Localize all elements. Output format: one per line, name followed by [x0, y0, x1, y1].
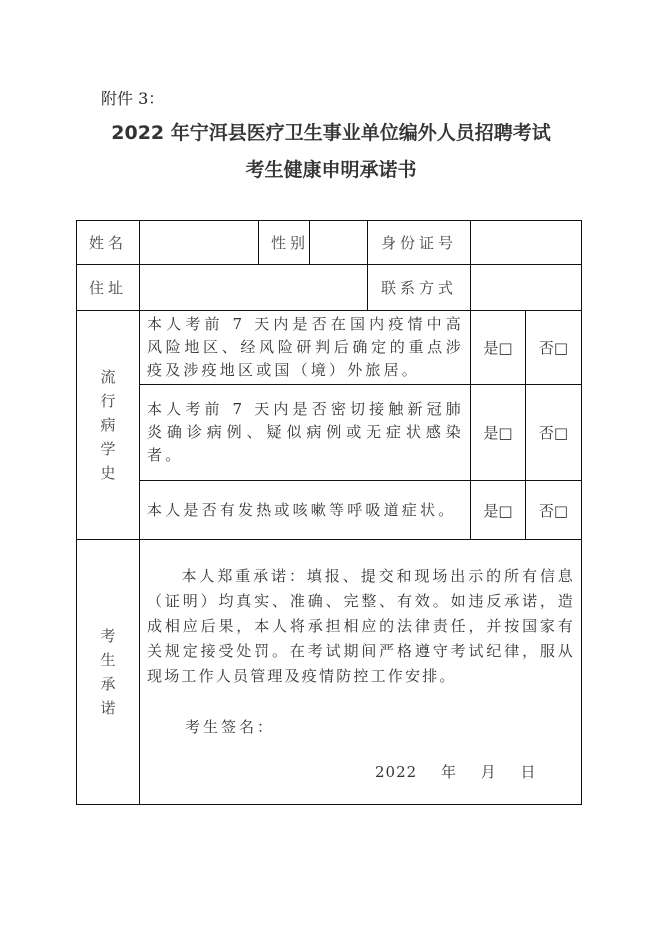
label-char: 考: [100, 627, 116, 645]
address-label: 住址: [77, 265, 140, 311]
attachment-label: 附件 3：: [101, 89, 165, 108]
no-checkbox[interactable]: 否□: [526, 311, 582, 385]
yes-checkbox[interactable]: 是□: [471, 481, 526, 540]
label-char: 承: [100, 675, 116, 693]
signature-label: 考生签名：: [185, 718, 276, 736]
declaration-form-table: [76, 220, 582, 805]
label-char: 学: [100, 440, 116, 458]
no-checkbox[interactable]: 否□: [526, 481, 582, 540]
label-char: 史: [100, 464, 116, 482]
label-char: 诺: [100, 699, 116, 717]
yes-checkbox[interactable]: 是□: [471, 385, 526, 481]
address-field[interactable]: [140, 265, 368, 311]
gender-label: 性别: [259, 221, 310, 265]
label-char: 病: [100, 416, 116, 434]
label-char: 行: [100, 392, 116, 410]
promise-content: [140, 540, 582, 805]
name-field[interactable]: [140, 221, 259, 265]
epidemiology-label: [77, 311, 140, 540]
question-contact: 本人考前 7 天内是否密切接触新冠肺炎确诊病例、疑似病例或无症状感染者。: [140, 385, 471, 481]
question-symptoms: 本人是否有发热或咳嗽等呼吸道症状。: [140, 481, 471, 540]
gender-field[interactable]: [310, 221, 368, 265]
yes-checkbox[interactable]: 是□: [471, 311, 526, 385]
contact-label: 联系方式: [368, 265, 471, 311]
promise-text: 本人郑重承诺：填报、提交和现场出示的所有信息（证明）均真实、准确、完整、有效。如违反承诺，造成相应后果，本人将承担相应的法律责任，并按国家有关规定接受处罚。在考试期间严格遵守考试纪律，服从现场工作人员管理及疫情防控工作安排。: [147, 567, 575, 685]
id-number-label: 身份证号: [368, 221, 471, 265]
label-char: 流: [100, 368, 116, 386]
name-label: 姓名: [77, 221, 140, 265]
promise-label: [77, 540, 140, 805]
id-number-field[interactable]: [471, 221, 582, 265]
question-travel: 本人考前 7 天内是否在国内疫情中高风险地区、经风险研判后确定的重点涉疫及涉疫地区或国（境）外旅居。: [140, 311, 471, 385]
contact-field[interactable]: [471, 265, 582, 311]
document-title: 2022 年宁洱县医疗卫生事业单位编外人员招聘考试: [111, 122, 551, 144]
document-subtitle: 考生健康申明承诺书: [245, 159, 417, 181]
label-char: 生: [100, 651, 116, 669]
no-checkbox[interactable]: 否□: [526, 385, 582, 481]
date-line: 2022 年 月 日: [375, 763, 537, 781]
